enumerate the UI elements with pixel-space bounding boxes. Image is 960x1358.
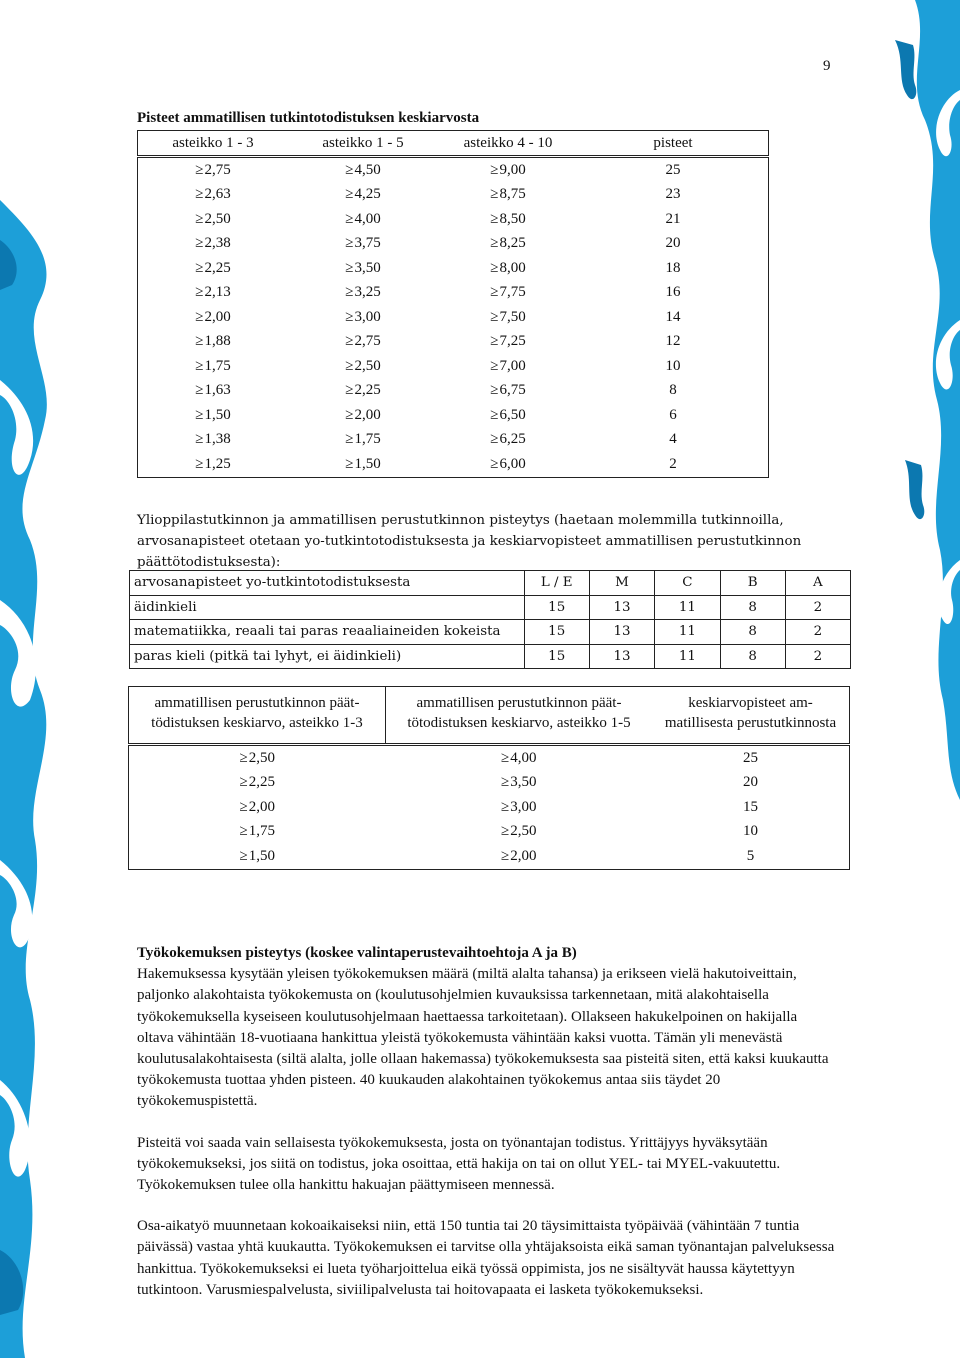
table-cell: 6 xyxy=(669,406,677,423)
table-cell xyxy=(438,281,578,306)
table-row xyxy=(138,232,769,257)
greater-equal-symbol: ≥ xyxy=(490,357,499,374)
table-row xyxy=(129,795,850,820)
cell-value: 1,50 xyxy=(204,406,231,423)
greater-equal-symbol: ≥ xyxy=(345,161,354,178)
table-cell xyxy=(438,183,578,208)
cell-value: 1,75 xyxy=(354,431,381,448)
table-cell xyxy=(129,745,386,771)
greater-equal-symbol: ≥ xyxy=(195,284,204,301)
table-cell xyxy=(288,305,438,330)
row-label: paras kieli (pitkä tai lyhyt, ei äidinkieli) xyxy=(130,644,525,669)
table-cell xyxy=(288,157,438,183)
table-cell xyxy=(138,330,289,355)
table-cell xyxy=(138,232,289,257)
yo-scoring-intro: Ylioppilastutkinnon ja ammatillisen perustutkinnon pisteytys (haetaan molemmilla tutkinnoilla, arvosanapisteet otetaan yo-tutkintotodistuksesta ja keskiarvopisteet ammatillisen perustutkinnon päättötodistuksesta): xyxy=(137,513,802,570)
table-row xyxy=(129,820,850,845)
section-title-pisteet: Pisteet ammatillisen tutkintotodistuksen keskiarvosta xyxy=(137,110,480,126)
greater-equal-symbol: ≥ xyxy=(195,308,204,325)
table-cell xyxy=(438,354,578,379)
cell-value: 7,50 xyxy=(499,308,526,325)
table-row xyxy=(138,207,769,232)
greater-equal-symbol: ≥ xyxy=(345,382,354,399)
greater-equal-symbol: ≥ xyxy=(501,774,510,791)
cell-value: 3,50 xyxy=(354,259,381,276)
greater-equal-symbol: ≥ xyxy=(501,823,510,840)
cell-value: 7,75 xyxy=(499,284,526,301)
table-cell: 15 xyxy=(524,595,589,620)
table-body xyxy=(129,745,850,870)
table-cell: 10 xyxy=(665,357,681,374)
table-cell xyxy=(438,157,578,183)
table-cell xyxy=(138,281,289,306)
cell-value: 4,25 xyxy=(354,186,381,203)
column-header: keskiarvopisteet ammatillisesta perustutkinnosta xyxy=(652,687,850,745)
cell-value: 2,00 xyxy=(510,847,537,864)
cell-value: 2,38 xyxy=(204,235,231,252)
cell-value: 8,25 xyxy=(499,235,526,252)
greater-equal-symbol: ≥ xyxy=(195,210,204,227)
cell-value: 9,00 xyxy=(499,161,526,178)
table-cell: 5 xyxy=(746,847,755,864)
table-header-row xyxy=(129,687,850,745)
table-cell xyxy=(129,820,386,845)
table-row xyxy=(138,330,769,355)
table-cell: 15 xyxy=(524,620,589,645)
table-row xyxy=(129,745,850,771)
table-cell xyxy=(129,795,386,820)
greater-equal-symbol: ≥ xyxy=(345,235,354,252)
table-cell xyxy=(288,207,438,232)
table-row xyxy=(138,452,769,477)
table-cell xyxy=(438,428,578,453)
table-cell xyxy=(288,354,438,379)
cell-value: 2,00 xyxy=(354,406,381,423)
greater-equal-symbol: ≥ xyxy=(490,333,499,350)
table-cell xyxy=(386,771,653,796)
table-cell: 8 xyxy=(669,382,677,399)
greater-equal-symbol: ≥ xyxy=(490,431,499,448)
table-header-row xyxy=(138,131,769,157)
table-cell xyxy=(288,183,438,208)
table-cell xyxy=(138,428,289,453)
table-cell xyxy=(288,452,438,477)
table-cell xyxy=(386,844,653,869)
greater-equal-symbol: ≥ xyxy=(490,161,499,178)
column-header: asteikko 1 - 3 xyxy=(138,131,289,157)
cell-value: 2,50 xyxy=(354,357,381,374)
greater-equal-symbol: ≥ xyxy=(345,455,354,472)
table-cell: 21 xyxy=(665,210,681,227)
greater-equal-symbol: ≥ xyxy=(195,259,204,276)
table-cell xyxy=(129,771,386,796)
cell-value: 7,25 xyxy=(499,333,526,350)
greater-equal-symbol: ≥ xyxy=(345,431,354,448)
cell-value: 1,50 xyxy=(354,455,381,472)
paragraph: Pisteitä voi saada vain sellaisesta työkokemuksesta, josta on työnantajan todistus. Yrittäjyys hyväksytään työkokemukseksi, jos siitä on todistus, joka osoittaa, että hakija on tai on ollut YEL- tai MYEL-vakuutettu. Työkokemuksen tulee olla hankittu hakuajan päättymiseen mennessä. xyxy=(137,1134,781,1194)
table-cell xyxy=(438,232,578,257)
cell-value: 1,88 xyxy=(204,333,231,350)
table-cell xyxy=(438,305,578,330)
table-cell xyxy=(288,281,438,306)
table-cell: 2 xyxy=(669,455,677,472)
table-cell xyxy=(138,305,289,330)
table-cell xyxy=(386,745,653,771)
greater-equal-symbol: ≥ xyxy=(345,210,354,227)
greater-equal-symbol: ≥ xyxy=(501,847,510,864)
column-header: asteikko 4 - 10 xyxy=(438,131,578,157)
table-row xyxy=(129,771,850,796)
cell-value: 3,00 xyxy=(354,308,381,325)
greater-equal-symbol: ≥ xyxy=(490,210,499,227)
cell-value: 1,50 xyxy=(248,847,275,864)
table-cell: 13 xyxy=(589,595,654,620)
greater-equal-symbol: ≥ xyxy=(490,284,499,301)
table-body xyxy=(138,157,769,478)
column-header: asteikko 1 - 5 xyxy=(288,131,438,157)
table-cell xyxy=(138,207,289,232)
greater-equal-symbol: ≥ xyxy=(195,357,204,374)
cell-value: 2,50 xyxy=(204,210,231,227)
table-cell xyxy=(138,452,289,477)
table-cell xyxy=(288,428,438,453)
greater-equal-symbol: ≥ xyxy=(490,259,499,276)
cell-value: 2,00 xyxy=(248,798,275,815)
vocational-average-points-table xyxy=(128,686,850,870)
grade-header: L / E xyxy=(524,571,589,596)
table-cell: 15 xyxy=(524,644,589,669)
greater-equal-symbol: ≥ xyxy=(345,259,354,276)
cell-value: 2,75 xyxy=(204,161,231,178)
cell-value: 8,00 xyxy=(499,259,526,276)
cell-value: 7,00 xyxy=(499,357,526,374)
table-row xyxy=(138,305,769,330)
greater-equal-symbol: ≥ xyxy=(239,774,248,791)
greater-equal-symbol: ≥ xyxy=(195,455,204,472)
table-cell: 15 xyxy=(743,798,758,815)
table-cell: 11 xyxy=(655,595,720,620)
table-row xyxy=(138,379,769,404)
table-row xyxy=(138,428,769,453)
cell-value: 2,25 xyxy=(248,774,275,791)
greater-equal-symbol: ≥ xyxy=(239,847,248,864)
table-cell xyxy=(438,207,578,232)
greater-equal-symbol: ≥ xyxy=(490,308,499,325)
greater-equal-symbol: ≥ xyxy=(239,823,248,840)
table-cell xyxy=(138,379,289,404)
cell-value: 6,00 xyxy=(499,455,526,472)
greater-equal-symbol: ≥ xyxy=(490,235,499,252)
table-cell xyxy=(386,820,653,845)
table-cell: 2 xyxy=(785,595,850,620)
row-label: arvosanapisteet yo-tutkintotodistuksesta xyxy=(130,571,525,596)
table-cell xyxy=(129,844,386,869)
table-cell xyxy=(288,379,438,404)
cell-value: 1,38 xyxy=(204,431,231,448)
cell-value: 2,63 xyxy=(204,186,231,203)
greater-equal-symbol: ≥ xyxy=(195,235,204,252)
table-cell: 25 xyxy=(665,161,681,178)
cell-value: 2,00 xyxy=(204,308,231,325)
right-swirl-decoration xyxy=(835,0,960,800)
cell-value: 2,25 xyxy=(354,382,381,399)
greater-equal-symbol: ≥ xyxy=(195,333,204,350)
cell-value: 8,50 xyxy=(499,210,526,227)
greater-equal-symbol: ≥ xyxy=(345,284,354,301)
greater-equal-symbol: ≥ xyxy=(345,406,354,423)
table-cell: 13 xyxy=(589,620,654,645)
cell-value: 2,13 xyxy=(204,284,231,301)
table-cell: 8 xyxy=(720,620,785,645)
grade-header: B xyxy=(720,571,785,596)
table-cell: 2 xyxy=(785,620,850,645)
column-header: ammatillisen perustutkinnon päättötodistuksen keskiarvo, asteikko 1-5 xyxy=(386,687,653,745)
table-cell xyxy=(138,354,289,379)
table-cell xyxy=(438,403,578,428)
table-cell xyxy=(386,795,653,820)
cell-value: 6,50 xyxy=(499,406,526,423)
greater-equal-symbol: ≥ xyxy=(195,431,204,448)
cell-value: 4,50 xyxy=(354,161,381,178)
greater-equal-symbol: ≥ xyxy=(490,382,499,399)
table-row xyxy=(130,620,851,645)
section-title-work-experience: Työkokemuksen pisteytys (koskee valintaperustevaihtoehtoja A ja B) xyxy=(137,945,577,961)
table-row xyxy=(138,183,769,208)
cell-value: 6,25 xyxy=(499,431,526,448)
cell-value: 3,00 xyxy=(510,798,537,815)
table-row xyxy=(138,403,769,428)
table-row xyxy=(138,256,769,281)
table-row xyxy=(129,844,850,869)
greater-equal-symbol: ≥ xyxy=(195,186,204,203)
row-label: matematiikka, reaali tai paras reaaliaineiden kokeista xyxy=(130,620,525,645)
cell-value: 2,25 xyxy=(204,259,231,276)
table-cell: 20 xyxy=(743,774,758,791)
greater-equal-symbol: ≥ xyxy=(501,749,510,766)
greater-equal-symbol: ≥ xyxy=(195,161,204,178)
greater-equal-symbol: ≥ xyxy=(239,749,248,766)
cell-value: 2,75 xyxy=(354,333,381,350)
greater-equal-symbol: ≥ xyxy=(345,308,354,325)
greater-equal-symbol: ≥ xyxy=(490,406,499,423)
cell-value: 8,75 xyxy=(499,186,526,203)
grade-average-points-table xyxy=(137,130,769,478)
greater-equal-symbol: ≥ xyxy=(490,186,499,203)
cell-value: 3,50 xyxy=(510,774,537,791)
cell-value: 2,50 xyxy=(248,749,275,766)
row-label: äidinkieli xyxy=(130,595,525,620)
table-header-row xyxy=(130,571,851,596)
table-cell xyxy=(438,379,578,404)
greater-equal-symbol: ≥ xyxy=(490,455,499,472)
column-header: ammatillisen perustutkinnon päättödistuksen keskiarvo, asteikko 1-3 xyxy=(129,687,386,745)
grade-header: C xyxy=(655,571,720,596)
table-cell xyxy=(438,256,578,281)
cell-value: 3,75 xyxy=(354,235,381,252)
left-swirl-decoration xyxy=(0,0,80,1358)
greater-equal-symbol: ≥ xyxy=(239,798,248,815)
table-cell: 11 xyxy=(655,620,720,645)
work-experience-section xyxy=(137,943,837,1321)
table-cell: 8 xyxy=(720,644,785,669)
table-cell: 23 xyxy=(665,186,681,203)
greater-equal-symbol: ≥ xyxy=(195,382,204,399)
cell-value: 1,75 xyxy=(204,357,231,374)
table-cell xyxy=(138,256,289,281)
table-cell: 4 xyxy=(669,431,677,448)
cell-value: 1,75 xyxy=(248,823,275,840)
table-cell xyxy=(288,232,438,257)
table-cell: 25 xyxy=(743,749,758,766)
cell-value: 1,25 xyxy=(204,455,231,472)
grade-header: M xyxy=(589,571,654,596)
cell-value: 4,00 xyxy=(354,210,381,227)
table-cell xyxy=(138,183,289,208)
cell-value: 4,00 xyxy=(510,749,537,766)
greater-equal-symbol: ≥ xyxy=(345,333,354,350)
cell-value: 1,63 xyxy=(204,382,231,399)
table-row xyxy=(138,281,769,306)
table-row xyxy=(138,157,769,183)
table-cell xyxy=(438,452,578,477)
table-cell xyxy=(288,256,438,281)
table-cell: 18 xyxy=(665,259,681,276)
greater-equal-symbol: ≥ xyxy=(195,406,204,423)
cell-value: 6,75 xyxy=(499,382,526,399)
table-cell: 2 xyxy=(785,644,850,669)
table-row xyxy=(130,595,851,620)
column-header: pisteet xyxy=(578,131,769,157)
table-row xyxy=(130,644,851,669)
cell-value: 3,25 xyxy=(354,284,381,301)
paragraph: Hakemuksessa kysytään yleisen työkokemuksen määrä (miltä alalta tahansa) ja erikseen vielä hakutoiveittain, paljonko alakohtaista työkokemusta on (koulutusohjelmien kuvauksissa tarkennetaan, mitä alakohtaisella työkokemuksella kyseiseen koulutusohjelmaan haettaessa tarkoitetaan). Ollakseen hakukelpoinen on hakijalla oltava vähintään 18-vuotiaana hankittua yleistä työkokemusta vähintään kaksi vuotta. Tämän yli menevästä koulutusalakohtaisesta (siltä alalta, jolle ollaan hakemassa) työkokemuksesta saa pisteitä siten, että kaksi kuukautta työkokemusta tuottaa yhden pisteen. 40 kuukauden alakohtainen työkokemus antaa siis täydet 20 työkokemuspistettä. xyxy=(137,966,829,1110)
table-cell: 13 xyxy=(589,644,654,669)
cell-value: 2,50 xyxy=(510,823,537,840)
greater-equal-symbol: ≥ xyxy=(345,357,354,374)
table-cell xyxy=(138,403,289,428)
table-cell xyxy=(438,330,578,355)
table-cell: 11 xyxy=(655,644,720,669)
table-cell xyxy=(138,157,289,183)
table-cell: 12 xyxy=(665,333,681,350)
table-cell: 14 xyxy=(665,308,681,325)
table-cell xyxy=(288,403,438,428)
table-cell: 16 xyxy=(665,284,681,301)
greater-equal-symbol: ≥ xyxy=(345,186,354,203)
grade-header: A xyxy=(785,571,850,596)
table-cell: 20 xyxy=(665,235,681,252)
table-cell: 10 xyxy=(743,823,758,840)
table-cell xyxy=(288,330,438,355)
yo-grade-points-table xyxy=(129,570,851,669)
greater-equal-symbol: ≥ xyxy=(501,798,510,815)
table-row xyxy=(138,354,769,379)
page-number: 9 xyxy=(823,58,831,74)
paragraph: Osa-aikatyö muunnetaan kokoaikaiseksi niin, että 150 tuntia tai 20 täysimittaista työpäivää (vähintään 7 tuntia päivässä) vastaa yhtä kuukautta. Työkokemuksen ei tarvitse olla yhtäjaksoista eikä saman työnantajan palveluksessa hankittua. Työkokemukseksi ei lueta työharjoittelua eikä työssä oppimista, jos ne sisältyvät haussa käytettyyn tutkintoon. Varusmiespalvelusta, siviilipalvelusta tai hoitovapaata ei lasketa työkokemukseksi. xyxy=(137,1218,835,1298)
table-cell: 8 xyxy=(720,595,785,620)
